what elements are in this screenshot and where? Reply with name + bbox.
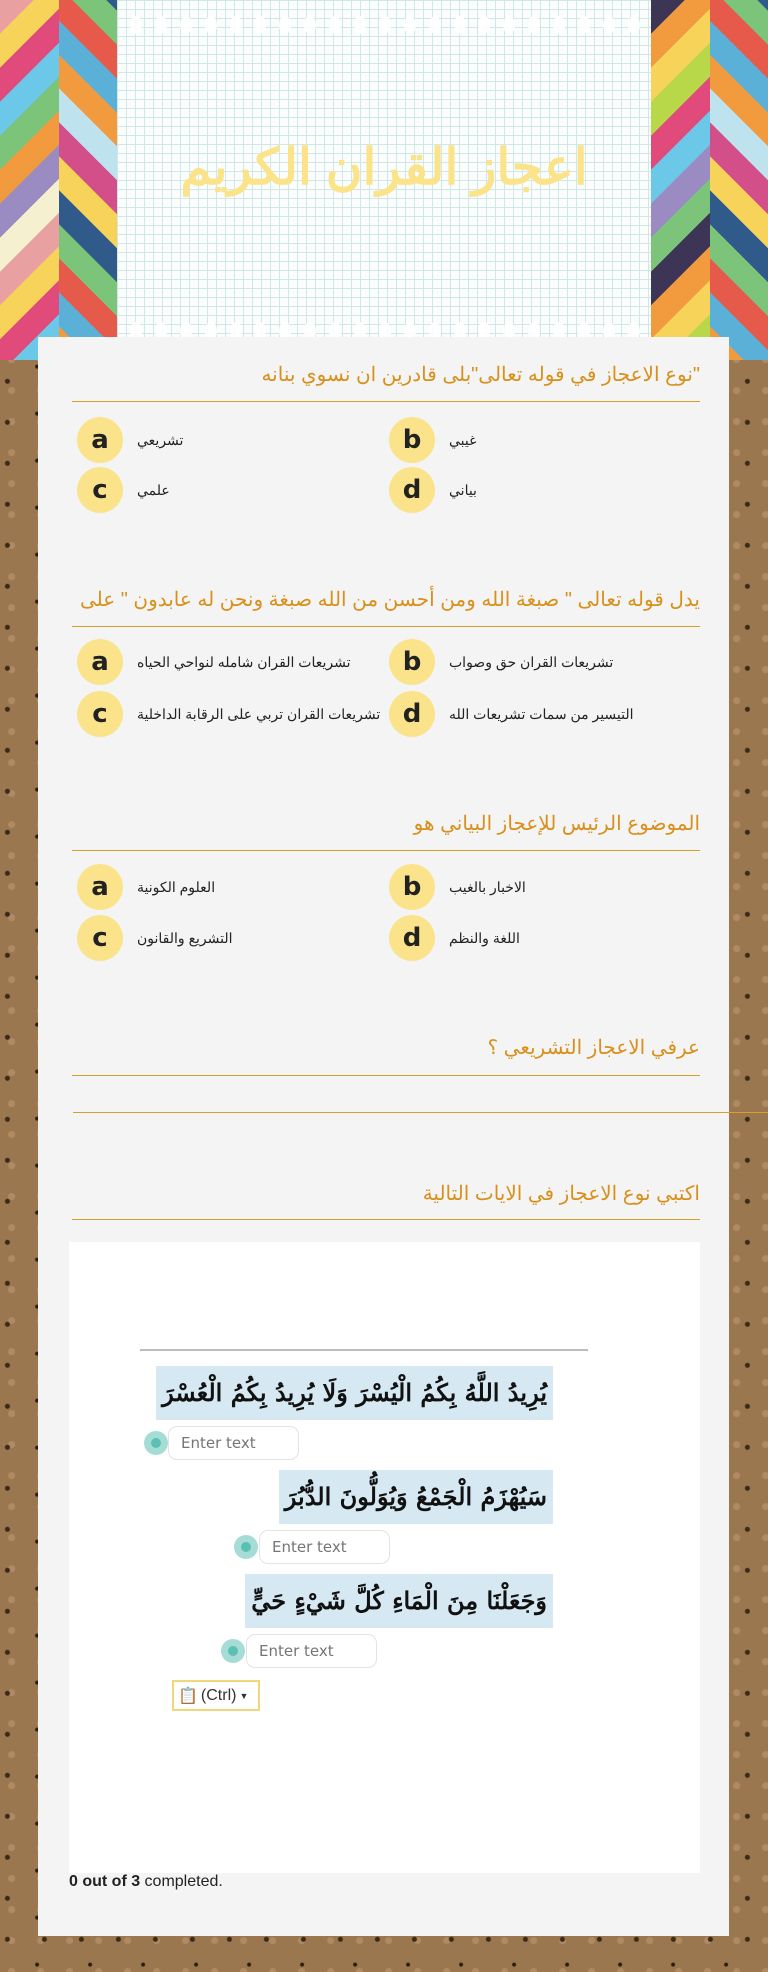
divider	[72, 1219, 700, 1220]
option-text: بياني	[449, 481, 477, 498]
divider	[72, 1075, 700, 1076]
verse-1: يُرِيدُ اللَّهُ بِكُمُ الْيُسْرَ وَلَا يُرِيدُ بِكُمُ الْعُسْرَ	[156, 1366, 553, 1420]
option-letter: a	[77, 639, 123, 685]
option-text: تشريعات القران شامله لنواحي الحياه	[137, 653, 351, 670]
option-text: التيسير من سمات تشريعات الله	[449, 705, 634, 722]
option-text: تشريعات القران تربي على الرقابة الداخلية	[137, 705, 381, 722]
completion-suffix: completed.	[140, 1873, 223, 1890]
option-c[interactable]	[77, 915, 233, 961]
question-title: "نوع الاعجاز في قوله تعالى"بلى قادرين ان نسوي بنانه	[261, 364, 700, 386]
option-letter: d	[389, 691, 435, 737]
option-letter: a	[77, 864, 123, 910]
clipboard-icon: 📋	[178, 1687, 198, 1705]
worksheet-header	[0, 0, 768, 360]
chevron-pattern-left	[0, 0, 117, 360]
option-text: الاخبار بالغيب	[449, 878, 526, 895]
option-c[interactable]	[77, 691, 380, 737]
divider	[72, 401, 700, 402]
dropdown-arrow-icon: ▼	[239, 1690, 249, 1701]
divider	[72, 850, 700, 851]
option-text: العلوم الكونية	[137, 878, 216, 895]
verse-3-answer-input[interactable]	[246, 1634, 377, 1668]
completion-count: 0 out of 3	[69, 1873, 141, 1890]
question-title: عرفي الاعجاز التشريعي ؟	[487, 1037, 700, 1059]
option-letter: a	[77, 417, 123, 463]
notebook-holes-top	[130, 16, 640, 34]
question-title: اكتبي نوع الاعجاز في الايات التالية	[422, 1183, 700, 1205]
option-letter: d	[389, 467, 435, 513]
option-a[interactable]	[77, 639, 351, 685]
option-c[interactable]	[77, 467, 170, 513]
option-text: علمي	[137, 481, 170, 498]
answer-line[interactable]	[73, 1112, 768, 1113]
question-title: يدل قوله تعالى " صبغة الله ومن أحسن من الله صبغة ونحن له عابدون " على	[79, 589, 700, 611]
verse-3: وَجَعَلْنَا مِنَ الْمَاءِ كُلَّ شَيْءٍ حَيٍّ	[245, 1574, 553, 1628]
option-b[interactable]	[389, 417, 476, 463]
worksheet-title: اعجاز القران الكريم	[180, 139, 588, 195]
completion-status	[69, 1873, 223, 1891]
question-title: الموضوع الرئيس للإعجاز البياني هو	[413, 813, 700, 835]
divider	[72, 626, 700, 627]
option-letter: c	[77, 691, 123, 737]
image-divider	[140, 1349, 588, 1351]
option-b[interactable]	[389, 864, 526, 910]
option-text: التشريع والقانون	[137, 929, 233, 946]
input-anchor-dot-icon	[234, 1535, 258, 1559]
chevron-pattern-right	[651, 0, 768, 360]
option-a[interactable]	[77, 417, 183, 463]
option-text: تشريعات القران حق وصواب	[449, 653, 614, 670]
option-d[interactable]	[389, 691, 634, 737]
paste-options-label: (Ctrl)	[200, 1686, 237, 1704]
option-letter: b	[389, 864, 435, 910]
option-letter: c	[77, 915, 123, 961]
option-text: اللغة والنظم	[449, 929, 520, 946]
input-anchor-dot-icon	[221, 1639, 245, 1663]
option-text: غيبي	[449, 431, 477, 448]
option-letter: b	[389, 417, 435, 463]
option-letter: c	[77, 467, 123, 513]
verse-1-answer-input[interactable]	[168, 1426, 299, 1460]
option-a[interactable]	[77, 864, 215, 910]
option-letter: b	[389, 639, 435, 685]
input-anchor-dot-icon	[144, 1431, 168, 1455]
paste-options-button[interactable]	[172, 1680, 260, 1711]
verse-2: سَيُهْزَمُ الْجَمْعُ وَيُوَلُّونَ الدُّبُرَ	[279, 1470, 553, 1524]
option-letter: d	[389, 915, 435, 961]
option-d[interactable]	[389, 915, 520, 961]
option-b[interactable]	[389, 639, 613, 685]
option-d[interactable]	[389, 467, 477, 513]
option-text: تشريعي	[137, 431, 184, 448]
verse-2-answer-input[interactable]	[259, 1530, 390, 1564]
